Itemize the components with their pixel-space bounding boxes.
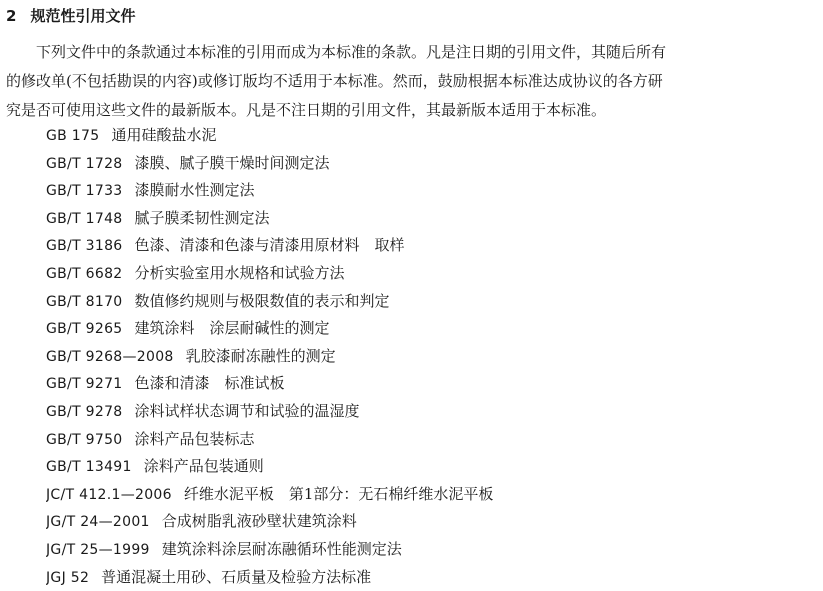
reference-item [46, 370, 816, 398]
reference-title: 色漆和清漆 标准试板 [135, 374, 285, 392]
reference-code: GB/T 9750 [46, 427, 123, 454]
section-number: 2 [6, 6, 16, 26]
reference-title: 乳胶漆耐冻融性的测定 [186, 347, 336, 365]
reference-item [46, 508, 816, 536]
reference-title: 分析实验室用水规格和试验方法 [135, 264, 345, 282]
reference-code: GB/T 8170 [46, 289, 123, 316]
reference-title: 普通混凝土用砂、石质量及检验方法标准 [101, 568, 371, 586]
reference-code: JG/T 25—1999 [46, 537, 150, 564]
reference-code: GB/T 3186 [46, 233, 123, 260]
reference-title: 漆膜耐水性测定法 [135, 181, 255, 199]
reference-title: 涂料产品包装通则 [144, 457, 264, 475]
reference-item [46, 122, 816, 150]
intro-line: 下列文件中的条款通过本标准的引用而成为本标准的条款。凡是注日期的引用文件，其随后所有 [6, 38, 816, 67]
reference-code: GB/T 6682 [46, 261, 123, 288]
reference-item [46, 343, 816, 371]
reference-item [46, 315, 816, 343]
intro-line: 的修改单(不包括勘误的内容)或修订版均不适用于本标准。然而，鼓励根据本标准达成协议的各方研 [6, 67, 816, 96]
reference-code: GB/T 1733 [46, 178, 123, 205]
section-heading [6, 6, 135, 26]
reference-item [46, 260, 816, 288]
reference-code: GB/T 13491 [46, 454, 132, 481]
section-title: 规范性引用文件 [30, 7, 135, 25]
reference-code: GB/T 9265 [46, 316, 123, 343]
reference-code: GB/T 9271 [46, 371, 123, 398]
reference-code: GB 175 [46, 123, 99, 150]
reference-code: GB/T 9268—2008 [46, 344, 174, 371]
reference-item [46, 398, 816, 426]
reference-code: JC/T 412.1—2006 [46, 482, 172, 509]
reference-item [46, 426, 816, 454]
reference-code: GB/T 1748 [46, 206, 123, 233]
reference-item [46, 232, 816, 260]
reference-item [46, 536, 816, 564]
reference-title: 纤维水泥平板 第1部分：无石棉纤维水泥平板 [184, 485, 494, 503]
intro-line: 究是否可使用这些文件的最新版本。凡是不注日期的引用文件，其最新版本适用于本标准。 [6, 96, 816, 125]
intro-paragraph [6, 38, 816, 125]
reference-item [46, 150, 816, 178]
reference-title: 建筑涂料涂层耐冻融循环性能测定法 [162, 540, 402, 558]
reference-item [46, 205, 816, 233]
reference-item [46, 177, 816, 205]
reference-title: 漆膜、腻子膜干燥时间测定法 [135, 154, 330, 172]
reference-item [46, 453, 816, 481]
reference-code: JG/T 24—2001 [46, 509, 150, 536]
reference-code: GB/T 1728 [46, 151, 123, 178]
reference-list [46, 122, 816, 591]
reference-code: JGJ 52 [46, 565, 89, 591]
reference-title: 建筑涂料 涂层耐碱性的测定 [135, 319, 330, 337]
reference-title: 涂料试样状态调节和试验的温湿度 [135, 402, 360, 420]
reference-title: 腻子膜柔韧性测定法 [135, 209, 270, 227]
reference-title: 通用硅酸盐水泥 [111, 126, 216, 144]
reference-item [46, 288, 816, 316]
reference-item [46, 564, 816, 591]
reference-title: 数值修约规则与极限数值的表示和判定 [135, 292, 390, 310]
reference-item [46, 481, 816, 509]
reference-code: GB/T 9278 [46, 399, 123, 426]
reference-title: 涂料产品包装标志 [135, 430, 255, 448]
reference-title: 合成树脂乳液砂壁状建筑涂料 [162, 512, 357, 530]
reference-title: 色漆、清漆和色漆与清漆用原材料 取样 [135, 236, 405, 254]
